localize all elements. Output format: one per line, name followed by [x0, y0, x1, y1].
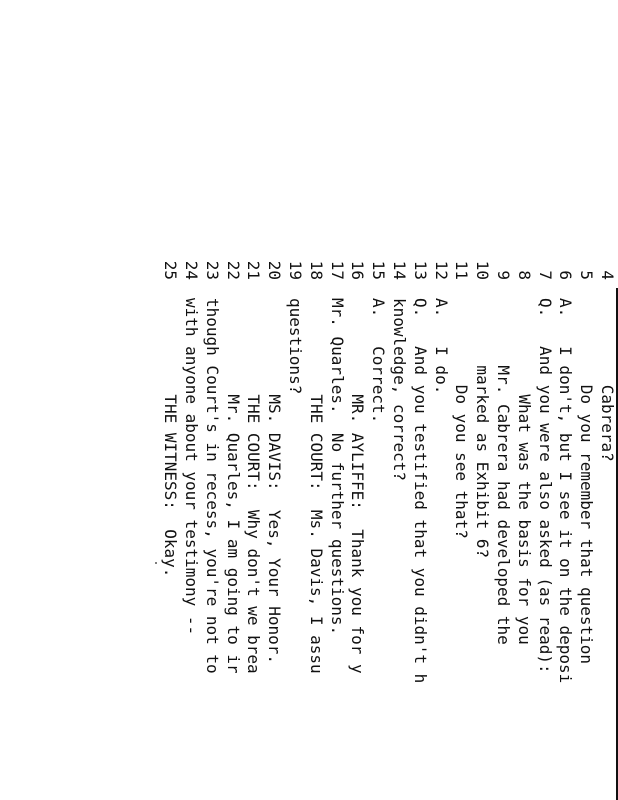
line-text: Mr. Quarles. No further questions.	[327, 298, 347, 636]
transcript-line	[160, 258, 181, 800]
line-number: 7	[535, 270, 555, 280]
line-number: 16	[348, 260, 368, 280]
line-text: MR. AYLIFFE: Thank you for y	[348, 298, 368, 674]
transcript-line	[223, 258, 244, 800]
line-number: 19	[286, 260, 305, 280]
line-number: 5	[577, 270, 597, 280]
transcript-line	[431, 258, 452, 800]
line-number: 25	[161, 260, 181, 280]
line-text: with anyone about your testimony --	[182, 298, 201, 636]
transcript-line	[264, 258, 285, 800]
transcript-line	[514, 258, 535, 800]
line-text: A. I do.	[431, 298, 451, 395]
transcript-line	[347, 258, 368, 800]
transcript-line	[597, 258, 618, 800]
line-text: Do you remember that question	[577, 298, 597, 665]
line-text: though Court's in recess, you're not to	[202, 298, 222, 674]
line-text: Mr. Cabrera had developed the	[494, 298, 513, 645]
transcript-line	[243, 258, 264, 800]
line-number: 14	[390, 260, 409, 280]
line-number: 4	[598, 270, 617, 280]
line-number: 13	[410, 260, 430, 280]
line-number: 12	[431, 260, 451, 280]
line-number: 23	[202, 260, 222, 280]
transcript-line	[202, 258, 223, 800]
transcript-line	[285, 258, 306, 800]
transcript-line	[472, 258, 493, 800]
transcript-sheet	[158, 258, 618, 800]
line-text: THE COURT: Ms. Davis, I assu	[306, 298, 326, 674]
line-text: marked as Exhibit 6?	[473, 298, 493, 559]
line-number: 15	[369, 260, 389, 280]
line-text: A. Correct.	[369, 298, 389, 424]
line-number: 8	[514, 270, 534, 280]
transcript-line	[327, 258, 348, 800]
line-number: 18	[306, 260, 326, 280]
line-text: Q. And you testified that you didn't h	[410, 298, 430, 684]
transcript-line	[368, 258, 389, 800]
line-number: 22	[223, 260, 243, 280]
line-text: Mr. Quarles, I am going to ir	[223, 298, 243, 674]
line-number: 10	[473, 260, 493, 280]
line-number: 24	[182, 260, 201, 280]
line-text: What was the basis for you	[514, 298, 534, 645]
line-text: THE WITNESS: Okay.	[161, 298, 181, 578]
line-text: A. I don't, but I see it on the deposi	[556, 298, 576, 684]
transcript-line	[576, 258, 597, 800]
line-number: 21	[244, 260, 264, 280]
transcript-line	[181, 258, 202, 800]
line-number: 20	[265, 260, 285, 280]
transcript-line	[410, 258, 431, 800]
line-text: Q. And you were also asked (as read):	[535, 298, 555, 674]
line-number: 9	[494, 270, 513, 280]
line-text: MS. DAVIS: Yes, Your Honor.	[265, 298, 285, 665]
transcript-line	[493, 258, 514, 800]
transcript-line	[535, 258, 556, 800]
transcript-line	[451, 258, 472, 800]
transcript-line	[555, 258, 576, 800]
scan-speck	[155, 562, 157, 564]
transcript-line	[389, 258, 410, 800]
line-text: knowledge, correct?	[390, 298, 409, 482]
line-number: 11	[452, 260, 472, 280]
line-text: Do you see that?	[452, 298, 472, 539]
line-text: questions?	[286, 298, 305, 395]
line-text: Cabrera?	[598, 298, 617, 462]
line-number: 6	[556, 270, 576, 280]
transcript-line	[306, 258, 327, 800]
line-text: THE COURT: Why don't we brea	[244, 298, 264, 674]
line-number: 17	[327, 260, 347, 280]
